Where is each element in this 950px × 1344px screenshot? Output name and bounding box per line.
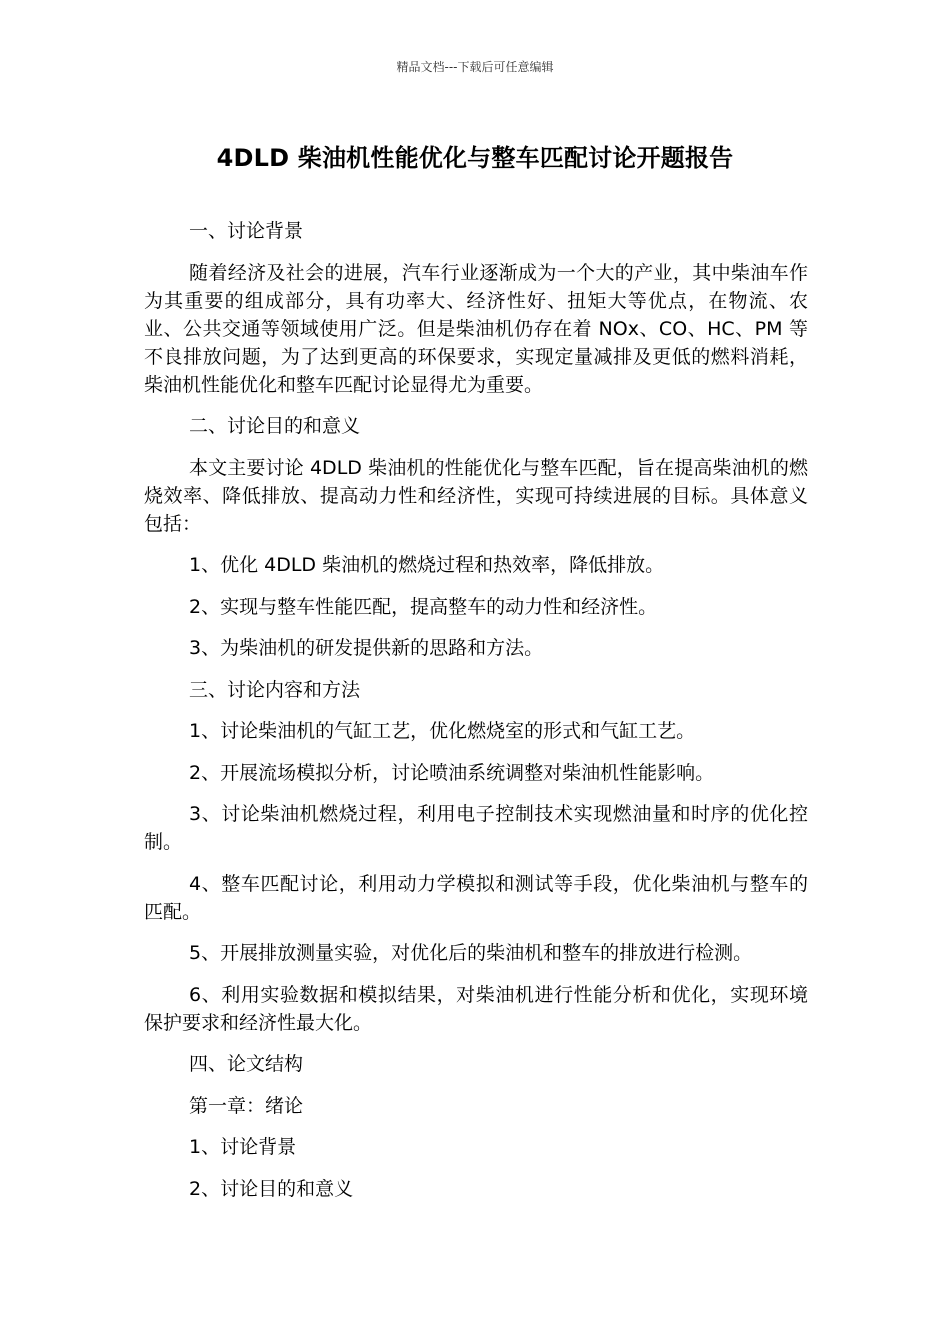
list-item: 3、为柴油机的研发提供新的思路和方法。 [189, 637, 544, 659]
list-item: 1、讨论柴油机的气缸工艺，优化燃烧室的形式和气缸工艺。 [189, 720, 696, 742]
list-item: 2、开展流场模拟分析，讨论喷油系统调整对柴油机性能影响。 [189, 761, 715, 784]
list-item: 1、讨论背景 [189, 1136, 297, 1158]
section-heading-purpose: 二、讨论目的和意义 [189, 415, 361, 437]
chapter-heading: 第一章：绪论 [189, 1094, 304, 1117]
header-note: 精品文档---下载后可任意编辑 [396, 60, 554, 74]
paragraph-purpose: 本文主要讨论 4DLD 柴油机的性能优化与整车匹配，旨在提高柴油机的燃烧效率、降低排放、提高动力性和经济性，实现可持续进展的目标。具体意义包括： [144, 456, 808, 535]
list-item: 2、实现与整车性能匹配，提高整车的动力性和经济性。 [189, 595, 658, 618]
section-heading-structure: 四、论文结构 [189, 1053, 304, 1075]
paragraph-background: 随着经济及社会的进展，汽车行业逐渐成为一个大的产业，其中柴油车作为其重要的组成部分，具有功率大、经济性好、扭矩大等优点，在物流、农业、公共交通等领域使用广泛。但是柴油机仍存在着 NOx、CO、HC、PM 等不良排放问题，为了达到更高的环保要求，实现定量减排及更低的燃料消耗，柴油机性能优化和整车匹配讨论显得尤为重要。 [144, 261, 808, 396]
list-item: 4、整车匹配讨论，利用动力学模拟和测试等手段，优化柴油机与整车的匹配。 [144, 872, 808, 923]
section-heading-content-methods: 三、讨论内容和方法 [189, 678, 361, 701]
list-item: 3、讨论柴油机燃烧过程，利用电子控制技术实现燃油量和时序的优化控制。 [144, 803, 808, 853]
section-heading-background: 一、讨论背景 [189, 220, 304, 242]
list-item: 2、讨论目的和意义 [189, 1177, 354, 1200]
document-body [144, 217, 808, 1216]
list-item: 5、开展排放测量实验，对优化后的柴油机和整车的排放进行检测。 [189, 942, 753, 964]
document-title: 4DLD 柴油机性能优化与整车匹配讨论开题报告 [216, 144, 734, 172]
list-item: 6、利用实验数据和模拟结果，对柴油机进行性能分析和优化，实现环境保护要求和经济性最大化。 [144, 983, 808, 1034]
list-item: 1、优化 4DLD 柴油机的燃烧过程和热效率，降低排放。 [189, 554, 665, 576]
